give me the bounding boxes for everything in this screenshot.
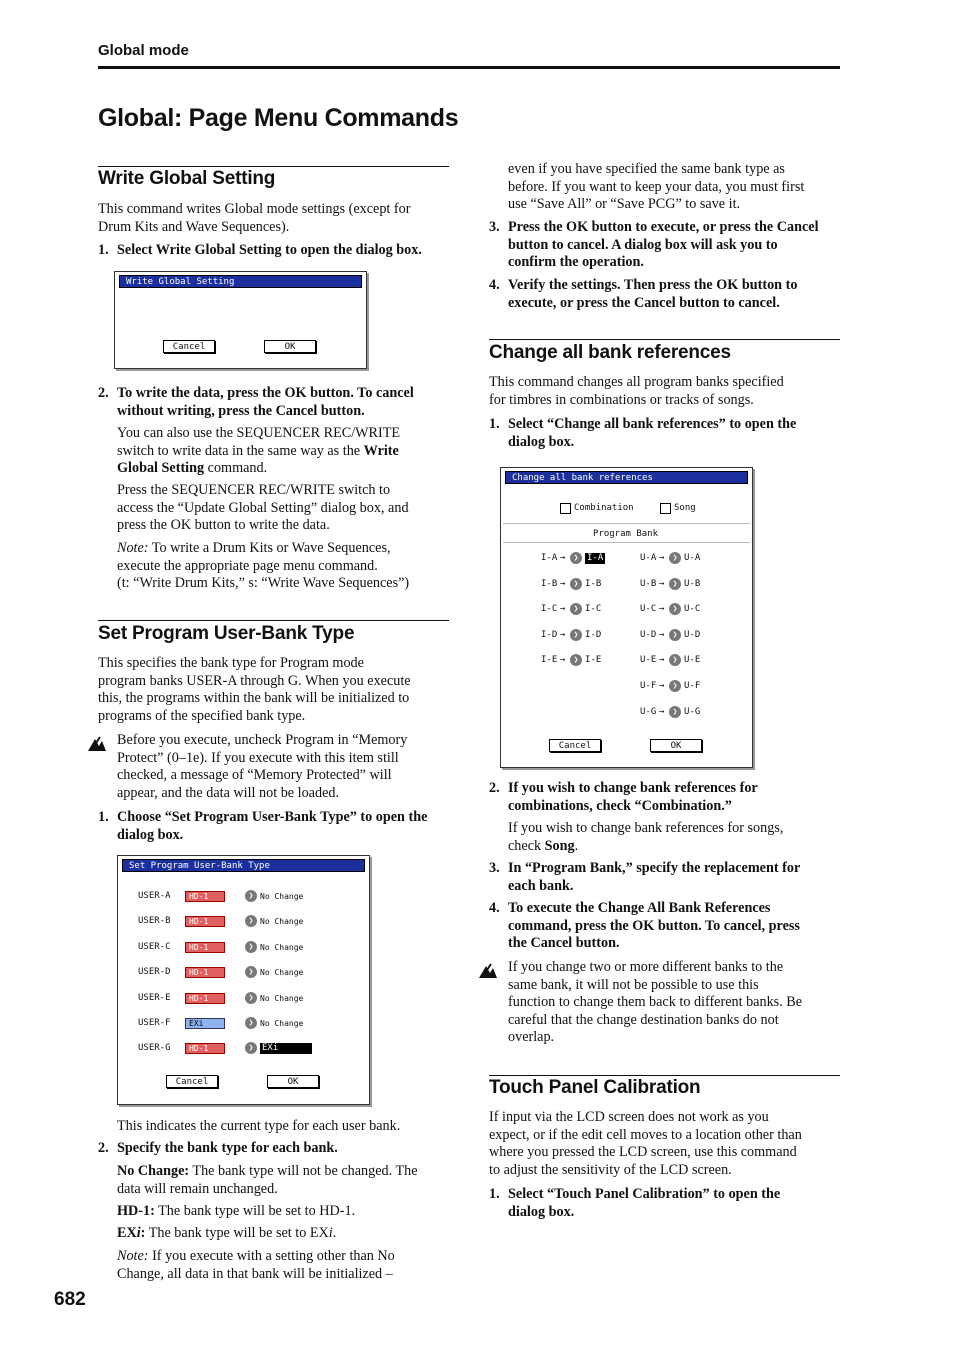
- term-label: :: [140, 1225, 146, 1241]
- arrow-right-icon[interactable]: ❯: [669, 680, 681, 692]
- text-line: confirm the operation.: [508, 254, 644, 271]
- step-number: 1.: [98, 809, 109, 825]
- combination-checkbox[interactable]: [560, 503, 571, 514]
- note-label: Note:: [117, 540, 149, 556]
- arrow-icon: →: [659, 655, 665, 666]
- step-number: 2.: [98, 385, 109, 401]
- step-number: 4.: [489, 900, 500, 916]
- target-bank-select[interactable]: I-D: [585, 629, 602, 640]
- section-heading-touch: Touch Panel Calibration: [489, 1077, 701, 1098]
- text-line: Press the OK button to execute, or press the Cancel: [508, 219, 819, 235]
- header-label: Global mode: [98, 42, 189, 59]
- text-line: function to change them back to different banks. Be: [508, 994, 803, 1011]
- section-rule: [489, 1075, 840, 1076]
- hd1-desc: [117, 1203, 452, 1221]
- warning-icon: [87, 736, 107, 752]
- text-run: .: [332, 1225, 337, 1241]
- current-type-box: HD-1: [185, 993, 225, 1004]
- divider: [503, 523, 750, 524]
- text-line: the Cancel button.: [508, 935, 620, 952]
- text-line: use “Save All” or “Save PCG” to save it.: [508, 196, 741, 213]
- text-line: appear, and the data will not be loaded.: [117, 784, 340, 801]
- text-line: expect, or if the edit cell moves to a location other than: [489, 1126, 802, 1143]
- arrow-right-icon[interactable]: ❯: [570, 629, 582, 641]
- term-label: HD-1:: [117, 1203, 155, 1219]
- text-line: program banks USER-A through G. When you execute: [98, 672, 411, 689]
- text-bold: Song: [544, 837, 575, 854]
- write-global-para-b: [117, 482, 452, 535]
- step-number: 2.: [98, 1140, 109, 1156]
- set-bank-warning: [117, 732, 452, 802]
- text-line: execute the appropriate page menu command.: [117, 557, 378, 574]
- program-bank-label: Program Bank: [593, 529, 659, 539]
- text-line: [117, 540, 452, 558]
- arrow-icon: →: [659, 553, 665, 563]
- target-bank-select[interactable]: I-C: [585, 604, 602, 615]
- text-line: Verify the settings. Then press the OK button to: [508, 277, 798, 293]
- exi-desc: [117, 1225, 452, 1243]
- text-line: Drum Kits and Wave Sequences).: [98, 218, 290, 235]
- arrow-right-icon[interactable]: ❯: [245, 890, 257, 902]
- text-line: dialog box.: [508, 1203, 575, 1220]
- section-rule: [98, 166, 449, 167]
- note-continued: [508, 161, 843, 214]
- step-text: Select Write Global Setting to open the dialog box.: [117, 242, 422, 258]
- term-label: No Change:: [117, 1163, 190, 1179]
- text-line: [117, 1163, 452, 1181]
- text-line: If you wish to change bank references for: [508, 780, 758, 796]
- target-bank-select[interactable]: U-D: [684, 629, 701, 640]
- text-line: where you pressed the LCD screen, use this command: [489, 1144, 797, 1161]
- text-line: to adjust the sensitivity of the LCD screen.: [489, 1161, 732, 1178]
- target-bank-select[interactable]: U-E: [684, 655, 701, 666]
- arrow-right-icon[interactable]: ❯: [669, 552, 681, 564]
- cancel-button[interactable]: Cancel: [166, 1075, 218, 1088]
- text-line: combinations, check “Combination.”: [508, 797, 732, 814]
- target-bank-select[interactable]: I-B: [585, 578, 602, 589]
- text-line: press the OK button to write the data.: [117, 517, 330, 534]
- cancel-button[interactable]: Cancel: [549, 739, 601, 752]
- section-heading-write-global: Write Global Setting: [98, 168, 276, 189]
- arrow-right-icon[interactable]: ❯: [245, 915, 257, 927]
- step-text: [508, 416, 796, 451]
- arrow-right-icon[interactable]: ❯: [245, 966, 257, 978]
- touch-intro: [489, 1109, 841, 1179]
- text-run: To write a Drum Kits or Wave Sequences,: [148, 540, 391, 556]
- text-line: To execute the Change All Bank References: [508, 900, 771, 916]
- write-global-para-a: [117, 425, 452, 478]
- source-bank-label: U-G: [640, 706, 657, 717]
- current-type-box: HD-1: [185, 942, 225, 953]
- text-line: without writing, press the Cancel button.: [117, 402, 365, 419]
- text-line: Select “Touch Panel Calibration” to open the: [508, 1186, 781, 1202]
- target-type-select[interactable]: No Change: [260, 968, 304, 978]
- write-global-dialog: [114, 271, 367, 369]
- target-bank-select[interactable]: U-F: [684, 681, 701, 691]
- arrow-icon: →: [659, 578, 665, 589]
- target-bank-select[interactable]: U-G: [684, 706, 701, 717]
- song-label: Song: [674, 503, 696, 513]
- bank-label: USER-A: [138, 891, 171, 901]
- text-line: [117, 1248, 452, 1266]
- target-bank-select[interactable]: U-C: [684, 604, 701, 615]
- current-type-box: HD-1: [185, 967, 225, 978]
- note-label: Note:: [117, 1248, 149, 1264]
- term-label: i: [136, 1225, 141, 1241]
- target-type-select[interactable]: No Change: [260, 1019, 304, 1028]
- source-bank-label: U-B: [640, 578, 657, 589]
- text-run: i: [328, 1225, 333, 1241]
- arrow-right-icon[interactable]: ❯: [570, 552, 582, 564]
- text-run: command.: [204, 460, 268, 477]
- set-bank-caption: This indicates the current type for each user bank.: [117, 1118, 401, 1134]
- section-rule: [489, 339, 840, 340]
- arrow-right-icon[interactable]: ❯: [669, 603, 681, 615]
- source-bank-label: U-D: [640, 629, 657, 640]
- dialog-title: Set Program User-Bank Type: [122, 859, 365, 872]
- text-run: check: [508, 837, 545, 854]
- page-title: Global: Page Menu Commands: [98, 104, 459, 132]
- text-line: This specifies the bank type for Program mode: [98, 655, 364, 671]
- step-text: [508, 860, 800, 895]
- bank-label: USER-E: [138, 992, 171, 1003]
- nochange-desc: [117, 1163, 452, 1198]
- step-number: 1.: [489, 1186, 500, 1202]
- arrow-right-icon[interactable]: ❯: [245, 1042, 257, 1054]
- arrow-right-icon[interactable]: ❯: [669, 654, 681, 666]
- section-heading-change-all: Change all bank references: [489, 342, 731, 363]
- arrow-right-icon[interactable]: ❯: [570, 603, 582, 615]
- combination-label: Combination: [574, 503, 634, 513]
- text-run: The bank type will be set to EX: [145, 1225, 329, 1241]
- text-line: data will remain unchanged.: [117, 1180, 278, 1197]
- text-line: careful that the change destination banks do not: [508, 1011, 779, 1028]
- cancel-button[interactable]: Cancel: [163, 340, 215, 353]
- text-line: dialog box.: [508, 433, 575, 450]
- arrow-icon: →: [659, 604, 665, 615]
- source-bank-label: U-E: [640, 655, 657, 666]
- bank-label: USER-B: [138, 916, 171, 927]
- source-bank-label: U-C: [640, 604, 657, 615]
- target-type-select[interactable]: EXi: [260, 1043, 312, 1054]
- step-number: 4.: [489, 277, 500, 293]
- text-line: same bank, it will not be possible to use this: [508, 976, 759, 993]
- step-text: [508, 780, 758, 815]
- write-global-intro: [98, 201, 410, 236]
- step-text: [508, 277, 797, 312]
- text-line: checked, a message of “Memory Protected” will: [117, 767, 392, 784]
- text-line: This command writes Global mode settings (except for: [98, 201, 411, 217]
- target-bank-select[interactable]: I-A: [587, 553, 604, 563]
- section-rule: [98, 620, 449, 621]
- source-bank-label: I-C: [541, 604, 558, 615]
- songs-para: [508, 820, 843, 855]
- term-label: EX: [117, 1225, 137, 1241]
- divider: [503, 542, 750, 543]
- arrow-right-icon[interactable]: ❯: [669, 578, 681, 590]
- text-run: The bank type will be set to HD-1.: [154, 1203, 356, 1219]
- target-type-select[interactable]: No Change: [260, 993, 304, 1003]
- text-line: before. If you want to keep your data, you must first: [508, 178, 805, 195]
- text-run: .: [574, 837, 579, 854]
- write-global-note: [117, 540, 452, 593]
- text-line: If input via the LCD screen does not work as you: [489, 1109, 769, 1125]
- set-bank-intro: [98, 655, 450, 725]
- page-number: 682: [54, 1289, 86, 1310]
- arrow-icon: →: [560, 604, 566, 615]
- bank-label: USER-G: [138, 1043, 171, 1054]
- step-number: 2.: [489, 780, 500, 796]
- text-line: Select “Change all bank references” to open the: [508, 416, 797, 432]
- step-text: [508, 900, 800, 953]
- step-text: [117, 385, 414, 420]
- step-text: [117, 809, 427, 844]
- bank-label: USER-C: [138, 941, 171, 952]
- step-text: Specify the bank type for each bank.: [117, 1140, 338, 1156]
- step-number: 1.: [98, 242, 109, 258]
- source-bank-label: I-D: [541, 629, 558, 640]
- text-line: Protect” (0–1e). If you execute with this item still: [117, 749, 399, 766]
- text-line: access the “Update Global Setting” dialog box, and: [117, 499, 409, 516]
- step-text: [508, 219, 819, 272]
- current-type-box: HD-1: [185, 916, 225, 927]
- text-line: [508, 838, 843, 856]
- text-line: for timbres in combinations or tracks of songs.: [489, 391, 754, 408]
- arrow-icon: →: [560, 629, 566, 640]
- arrow-icon: →: [560, 655, 566, 666]
- target-type-select[interactable]: No Change: [260, 892, 304, 901]
- arrow-right-icon[interactable]: ❯: [245, 992, 257, 1004]
- arrow-right-icon[interactable]: ❯: [570, 578, 582, 590]
- bank-label: USER-D: [138, 967, 171, 978]
- text-line: Change, all data in that bank will be initialized –: [117, 1265, 393, 1282]
- text-line: button to cancel. A dialog box will ask you to: [508, 236, 778, 253]
- text-line: This command changes all program banks specified: [489, 374, 784, 390]
- target-type-select[interactable]: No Change: [260, 917, 304, 927]
- source-bank-label: I-B: [541, 578, 558, 589]
- target-bank-select[interactable]: U-A: [684, 553, 701, 563]
- change-all-dialog: [500, 467, 753, 768]
- text-line: If you change two or more different banks to the: [508, 959, 784, 975]
- arrow-right-icon[interactable]: ❯: [570, 654, 582, 666]
- text-line: overlap.: [508, 1029, 555, 1046]
- ok-button[interactable]: OK: [267, 1075, 319, 1088]
- bank-label: USER-F: [138, 1018, 171, 1028]
- text-run: switch to write data in the same way as the: [117, 442, 364, 459]
- arrow-icon: →: [659, 681, 665, 691]
- text-bold: Global Setting: [117, 460, 205, 477]
- arrow-right-icon[interactable]: ❯: [245, 941, 257, 953]
- change-all-warning: [508, 959, 843, 1047]
- current-type-box: EXi: [185, 1018, 225, 1029]
- set-bank-dialog: [117, 855, 370, 1105]
- text-line: [117, 443, 452, 461]
- arrow-right-icon[interactable]: ❯: [669, 629, 681, 641]
- step-number: 3.: [489, 219, 500, 235]
- step-number: 1.: [489, 416, 500, 432]
- text-line: If you wish to change bank references for songs,: [508, 820, 784, 836]
- text-line: dialog box.: [117, 826, 184, 843]
- song-checkbox[interactable]: [660, 503, 671, 514]
- source-bank-label: I-A: [541, 553, 558, 563]
- text-run: The bank type will not be changed. The: [189, 1163, 418, 1179]
- text-line: programs of the specified bank type.: [98, 707, 306, 724]
- target-type-select[interactable]: No Change: [260, 942, 304, 952]
- text-line: command, press the OK button. To cancel, press: [508, 917, 800, 934]
- text-line: this, the programs within the bank will be initialized to: [98, 690, 410, 707]
- text-line: even if you have specified the same bank type as: [508, 161, 785, 177]
- ok-button[interactable]: OK: [264, 340, 316, 353]
- text-line: [117, 460, 452, 478]
- text-line: Press the SEQUENCER REC/WRITE switch to: [117, 482, 391, 498]
- header-rule: [98, 66, 840, 69]
- arrow-icon: →: [560, 553, 566, 563]
- text-line: each bank.: [508, 877, 574, 894]
- step-text: [508, 1186, 780, 1221]
- text-line: Choose “Set Program User-Bank Type” to open the: [117, 809, 428, 825]
- arrow-right-icon[interactable]: ❯: [245, 1017, 257, 1029]
- arrow-icon: →: [659, 629, 665, 640]
- text-line: (t: “Write Drum Kits,” s: “Write Wave Sequences”): [117, 575, 410, 592]
- text-line: execute, or press the Cancel button to cancel.: [508, 294, 780, 311]
- text-line: In “Program Bank,” specify the replacement for: [508, 860, 801, 876]
- target-bank-select[interactable]: U-B: [684, 578, 701, 589]
- source-bank-label: U-F: [640, 681, 657, 691]
- ok-button[interactable]: OK: [650, 739, 702, 752]
- arrow-right-icon[interactable]: ❯: [669, 706, 681, 718]
- current-type-box: HD-1: [185, 891, 225, 902]
- text-run: If you execute with a setting other than No: [148, 1248, 395, 1264]
- dialog-title: Change all bank references: [505, 471, 748, 484]
- warning-icon: [478, 963, 498, 979]
- text-line: Before you execute, uncheck Program in “Memory: [117, 732, 408, 748]
- source-bank-label: I-E: [541, 655, 558, 666]
- arrow-icon: →: [560, 578, 566, 589]
- change-all-intro: [489, 374, 841, 409]
- text-bold: Write: [363, 442, 399, 459]
- step-number: 3.: [489, 860, 500, 876]
- current-type-box: HD-1: [185, 1043, 225, 1054]
- source-bank-label: U-A: [640, 553, 657, 563]
- set-bank-note: [117, 1248, 452, 1283]
- arrow-icon: →: [659, 706, 665, 717]
- target-bank-select[interactable]: I-E: [585, 655, 602, 666]
- dialog-title: Write Global Setting: [119, 275, 362, 288]
- text-line: To write the data, press the OK button. To cancel: [117, 385, 414, 401]
- section-heading-set-bank: Set Program User-Bank Type: [98, 623, 355, 644]
- text-line: You can also use the SEQUENCER REC/WRITE: [117, 425, 401, 441]
